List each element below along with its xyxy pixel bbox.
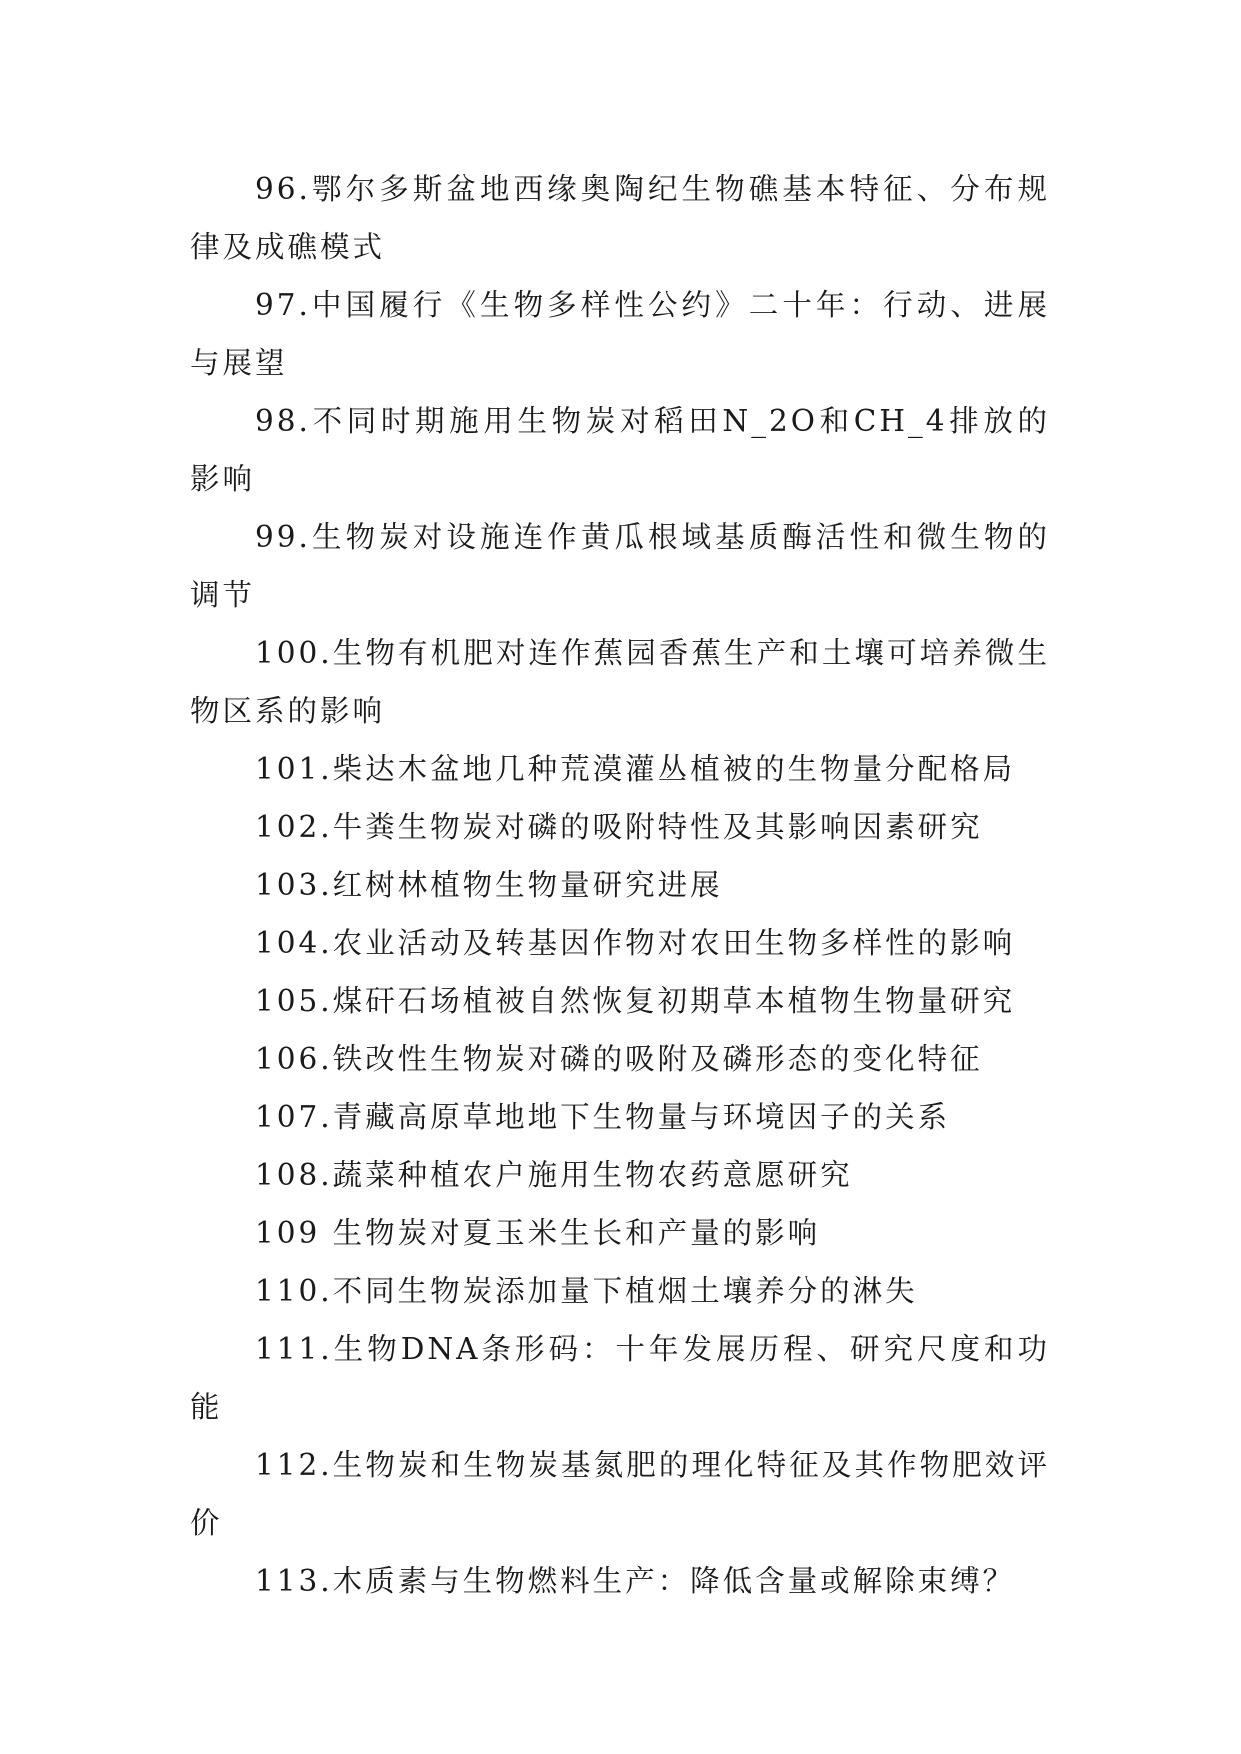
list-item: 97.中国履行《生物多样性公约》二十年：行动、进展与展望	[190, 288, 1050, 380]
list-item: 100.生物有机肥对连作蕉园香蕉生产和土壤可培养微生物区系的影响	[190, 636, 1050, 728]
list-item: 105.煤矸石场植被自然恢复初期草本植物生物量研究	[255, 984, 1016, 1018]
list-item: 99.生物炭对设施连作黄瓜根域基质酶活性和微生物的调节	[190, 520, 1050, 612]
list-item: 108.蔬菜种植农户施用生物农药意愿研究	[255, 1158, 853, 1192]
list-item: 104.农业活动及转基因作物对农田生物多样性的影响	[255, 926, 1016, 960]
list-item: 98.不同时期施用生物炭对稻田N_2O和CH_4排放的影响	[190, 404, 1050, 496]
list-item: 111.生物DNA条形码：十年发展历程、研究尺度和功能	[190, 1332, 1050, 1424]
list-item: 106.铁改性生物炭对磷的吸附及磷形态的变化特征	[255, 1042, 983, 1076]
list-item: 96.鄂尔多斯盆地西缘奥陶纪生物礁基本特征、分布规律及成礁模式	[190, 172, 1050, 264]
list-item: 109 生物炭对夏玉米生长和产量的影响	[255, 1216, 821, 1250]
list-item: 101.柴达木盆地几种荒漠灌丛植被的生物量分配格局	[255, 752, 1016, 786]
list-item: 110.不同生物炭添加量下植烟土壤养分的淋失	[255, 1274, 918, 1308]
list-item: 113.木质素与生物燃料生产：降低含量或解除束缚？	[255, 1564, 1016, 1598]
list-item: 107.青藏高原草地地下生物量与环境因子的关系	[255, 1100, 951, 1134]
list-item: 112.生物炭和生物炭基氮肥的理化特征及其作物肥效评价	[190, 1448, 1050, 1540]
list-item: 102.牛粪生物炭对磷的吸附特性及其影响因素研究	[255, 810, 983, 844]
document-page	[190, 160, 1050, 1610]
list-item: 103.红树林植物生物量研究进展	[255, 868, 723, 902]
